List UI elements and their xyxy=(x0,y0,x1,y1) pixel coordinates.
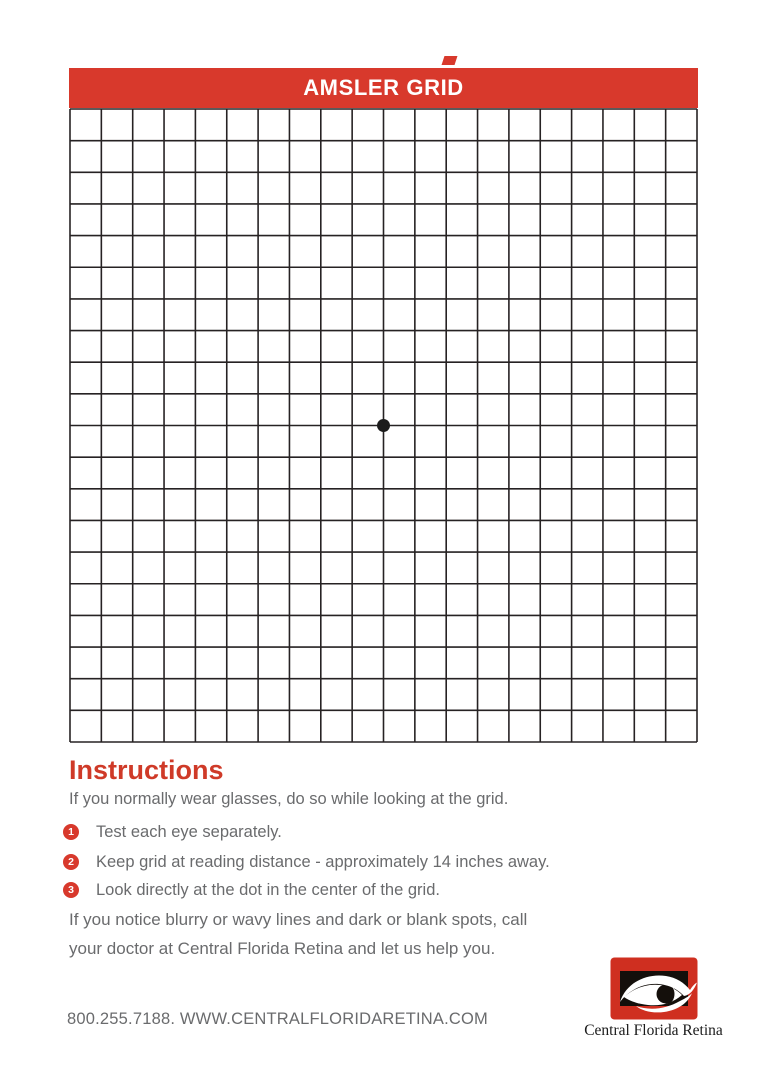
warning-note-line1: If you notice blurry or wavy lines and dark or blank spots, call xyxy=(69,910,528,929)
step-number-badge: 1 xyxy=(63,824,79,840)
step-row-2 xyxy=(63,853,550,871)
page-title: AMSLER GRID xyxy=(303,75,464,100)
warning-note xyxy=(69,906,527,963)
instructions-intro: If you normally wear glasses, do so while looking at the grid. xyxy=(69,790,509,808)
step-number-badge: 3 xyxy=(63,882,79,898)
clinic-logo xyxy=(576,957,731,1040)
amsler-grid xyxy=(69,108,698,743)
instructions-heading: Instructions xyxy=(69,755,224,785)
step-number-badge: 2 xyxy=(63,854,79,870)
red-notch-mark xyxy=(442,56,458,65)
step-text: Look directly at the dot in the center of the grid. xyxy=(96,880,440,899)
header-bar xyxy=(69,68,698,108)
contact-info: 800.255.7188. WWW.CENTRALFLORIDARETINA.COM xyxy=(67,1010,489,1028)
warning-note-line2: your doctor at Central Florida Retina and let us help you. xyxy=(69,938,496,958)
step-text: Test each eye separately. xyxy=(96,822,282,841)
step-row-3 xyxy=(63,881,440,899)
step-text: Keep grid at reading distance - approximately 14 inches away. xyxy=(96,852,550,871)
clinic-logo-caption: Central Florida Retina xyxy=(584,1022,723,1039)
amsler-grid-svg xyxy=(69,108,698,743)
eye-logo-icon xyxy=(610,957,698,1020)
step-row-1 xyxy=(63,823,282,841)
